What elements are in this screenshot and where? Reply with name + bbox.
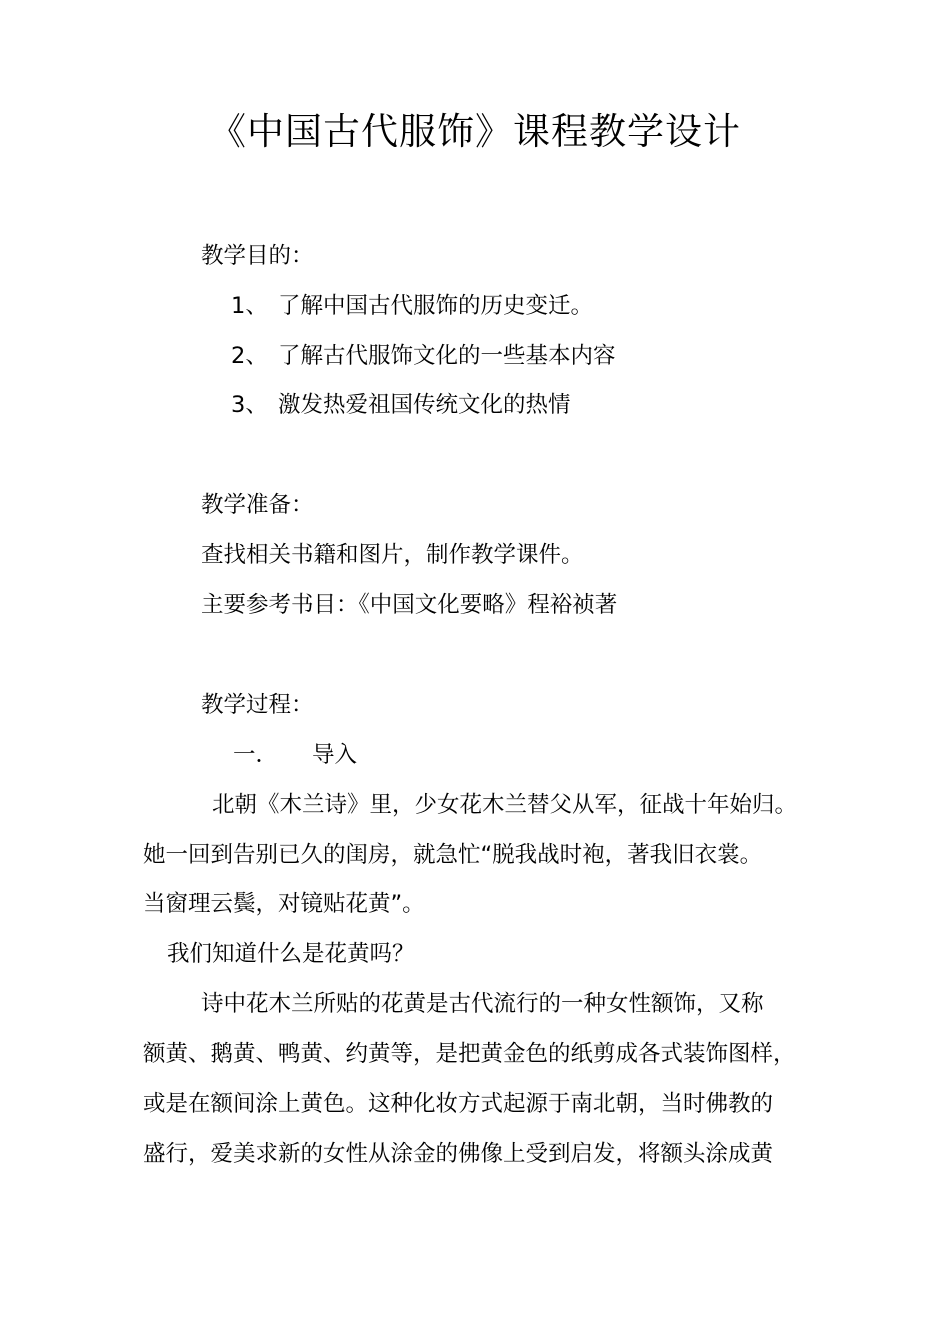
objective-item	[231, 389, 571, 421]
reference-books: 主要参考书目：《中国文化要略》程裕祯著	[201, 592, 618, 618]
objective-text: 了解古代服饰文化的一些基本内容	[278, 343, 616, 369]
section-title: 导入	[312, 742, 358, 768]
section-heading	[233, 739, 357, 771]
objectives-heading: 教学目的：	[201, 243, 314, 269]
paragraph-line: 额黄、鹅黄、鸭黄、约黄等，是把黄金色的纸剪成各式装饰图样，	[143, 1041, 796, 1067]
preparation-text: 查找相关书籍和图片，制作教学课件。	[201, 542, 584, 568]
paragraph-line: 她一回到告别已久的闺房，就急忙“脱我战时袍，著我旧衣裳。	[143, 842, 763, 868]
objective-text: 激发热爱祖国传统文化的热情	[278, 392, 571, 418]
paragraph-line: 盛行，爱美求新的女性从涂金的佛像上受到启发，将额头涂成黄	[143, 1141, 774, 1167]
paragraph-line: 或是在额间涂上黄色。这种化妆方式起源于南北朝，当时佛教的	[143, 1091, 774, 1117]
objective-number: 1、	[231, 293, 268, 319]
paragraph-line: 诗中花木兰所贴的花黄是古代流行的一种女性额饰，又称	[201, 991, 764, 1017]
paragraph-line: 当窗理云鬓，对镜贴花黄”。	[143, 891, 425, 917]
objective-number: 3、	[231, 392, 268, 418]
paragraph-line: 北朝《木兰诗》里，少女花木兰替父从军，征战十年始归。	[212, 792, 798, 818]
preparation-heading: 教学准备：	[201, 492, 314, 518]
question-line: 我们知道什么是花黄吗？	[167, 941, 415, 967]
objective-item	[231, 290, 593, 322]
objective-number: 2、	[231, 343, 268, 369]
process-heading: 教学过程：	[201, 692, 314, 718]
document-title: 《中国古代服饰》课程教学设计	[209, 110, 741, 153]
objective-item	[231, 340, 616, 372]
section-number: 一．	[233, 742, 279, 768]
objective-text: 了解中国古代服饰的历史变迁。	[278, 293, 594, 319]
